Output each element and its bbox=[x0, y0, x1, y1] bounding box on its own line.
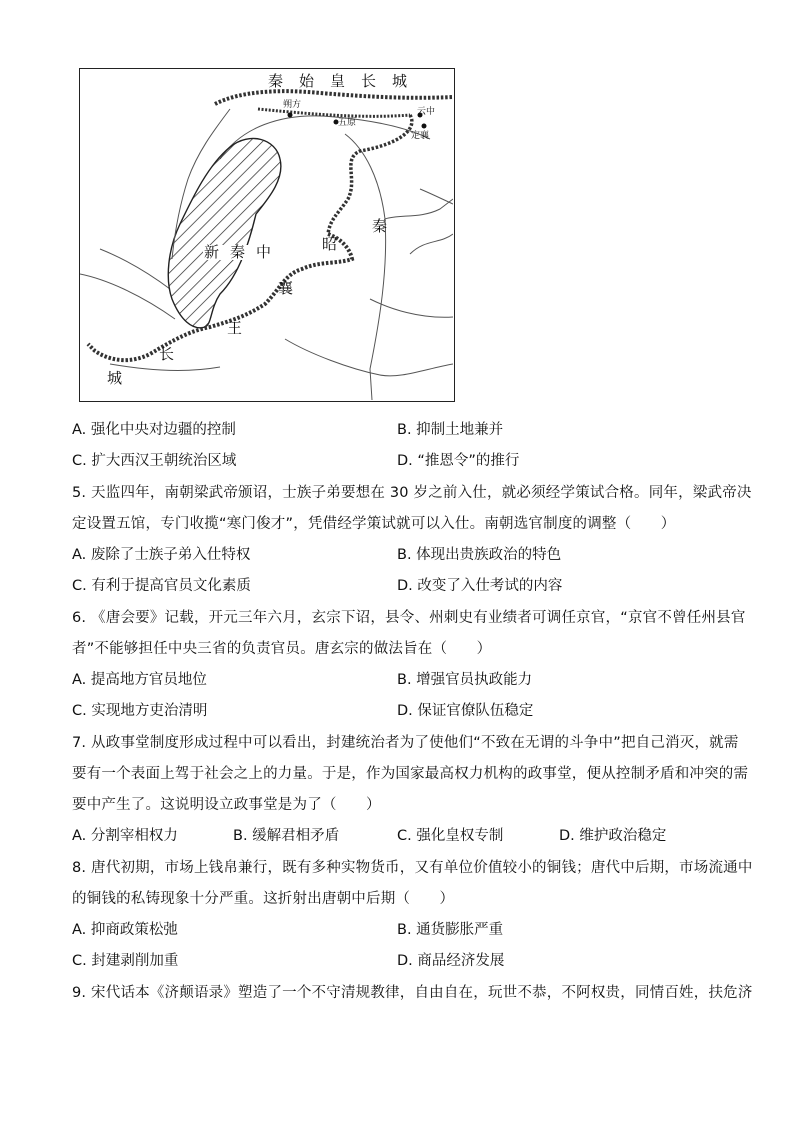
label-zhao: 昭 bbox=[322, 235, 338, 253]
q6-option-a: A. 提高地方官员地位 bbox=[72, 672, 207, 688]
q4-option-b: B. 抑制土地兼并 bbox=[397, 422, 504, 438]
q7-stem-line2: 要有一个表面上驾于社会之上的力量。于是，作为国家最高权力机构的政事堂，便从控制矛盾和冲突的需 bbox=[72, 766, 749, 782]
q8-option-b: B. 通货膨胀严重 bbox=[397, 922, 504, 938]
q8-stem-line1: 8. 唐代初期，市场上钱帛兼行，既有多种实物货币，又有单位价值较小的铜钱；唐代中后期，市场流通中 bbox=[72, 860, 753, 876]
place-shuofang: 朔方 bbox=[283, 100, 302, 110]
q5-option-d: D. 改变了入仕考试的内容 bbox=[397, 578, 563, 594]
label-xiang: 襄 bbox=[278, 279, 294, 297]
q4-option-d: D. “推恩令”的推行 bbox=[397, 453, 520, 469]
q4-option-c: C. 扩大西汉王朝统治区域 bbox=[72, 453, 237, 469]
place-wuyuan: 五原 bbox=[338, 118, 357, 128]
label-new-qin-zhong: 新秦中 bbox=[204, 243, 283, 261]
q6-stem-line1: 6. 《唐会要》记载，开元三年六月，玄宗下诏，县令、州刺史有业绩者可调任京官，“京官不曾任州县官 bbox=[72, 610, 746, 626]
q9-stem-line1: 9. 宋代话本《济颠语录》塑造了一个不守清规教律，自由自在，玩世不恭，不阿权贵，同情百姓，扶危济 bbox=[72, 985, 753, 1001]
place-yunzhong: 云中 bbox=[417, 107, 436, 117]
q6-option-d: D. 保证官僚队伍稳定 bbox=[397, 703, 534, 719]
q8-option-a: A. 抑商政策松弛 bbox=[72, 922, 178, 938]
q7-option-b: B. 缓解君相矛盾 bbox=[233, 828, 340, 844]
label-wang: 王 bbox=[227, 319, 243, 337]
q8-stem-line2: 的铜钱的私铸现象十分严重。这折射出唐朝中后期（ ） bbox=[72, 891, 455, 907]
q5-stem-line1: 5. 天监四年，南朝梁武帝颁诏，士族子弟要想在 30 岁之前入仕，就必须经学策试合格。同年，梁武帝决 bbox=[72, 485, 752, 501]
label-qin: 秦 bbox=[372, 217, 388, 235]
q5-option-c: C. 有利于提高官员文化素质 bbox=[72, 578, 251, 594]
q7-stem-line3: 要中产生了。这说明设立政事堂是为了（ ） bbox=[72, 797, 381, 813]
label-chang: 长 bbox=[159, 345, 175, 363]
q4-option-a: A. 强化中央对边疆的控制 bbox=[72, 422, 236, 438]
q7-option-d: D. 维护政治稳定 bbox=[559, 828, 667, 844]
map-drawing bbox=[80, 69, 453, 400]
q5-option-a: A. 废除了士族子弟入仕特权 bbox=[72, 547, 251, 563]
q7-option-c: C. 强化皇权专制 bbox=[397, 828, 504, 844]
q7-stem-line1: 7. 从政事堂制度形成过程中可以看出，封建统治者为了使他们“不致在无谓的斗争中”把自己消灭，就需 bbox=[72, 735, 739, 751]
place-dingxiang: 定襄 bbox=[411, 131, 430, 141]
q5-option-b: B. 体现出贵族政治的特色 bbox=[397, 547, 562, 563]
historical-map bbox=[79, 68, 455, 402]
q8-option-c: C. 封建剥削加重 bbox=[72, 953, 179, 969]
q6-option-b: B. 增强官员执政能力 bbox=[397, 672, 533, 688]
q6-option-c: C. 实现地方吏治清明 bbox=[72, 703, 208, 719]
q5-stem-line2: 定设置五馆，专门收揽“寒门俊才”，凭借经学策试就可以入仕。南朝选官制度的调整（ ） bbox=[72, 516, 676, 532]
great-wall-title: 秦始皇长城 bbox=[268, 72, 424, 90]
q6-stem-line2: 者”不能够担任中央三省的负责官员。唐玄宗的做法旨在（ ） bbox=[72, 641, 492, 657]
q7-option-a: A. 分割宰相权力 bbox=[72, 828, 178, 844]
q8-option-d: D. 商品经济发展 bbox=[397, 953, 505, 969]
label-cheng: 城 bbox=[107, 369, 123, 387]
